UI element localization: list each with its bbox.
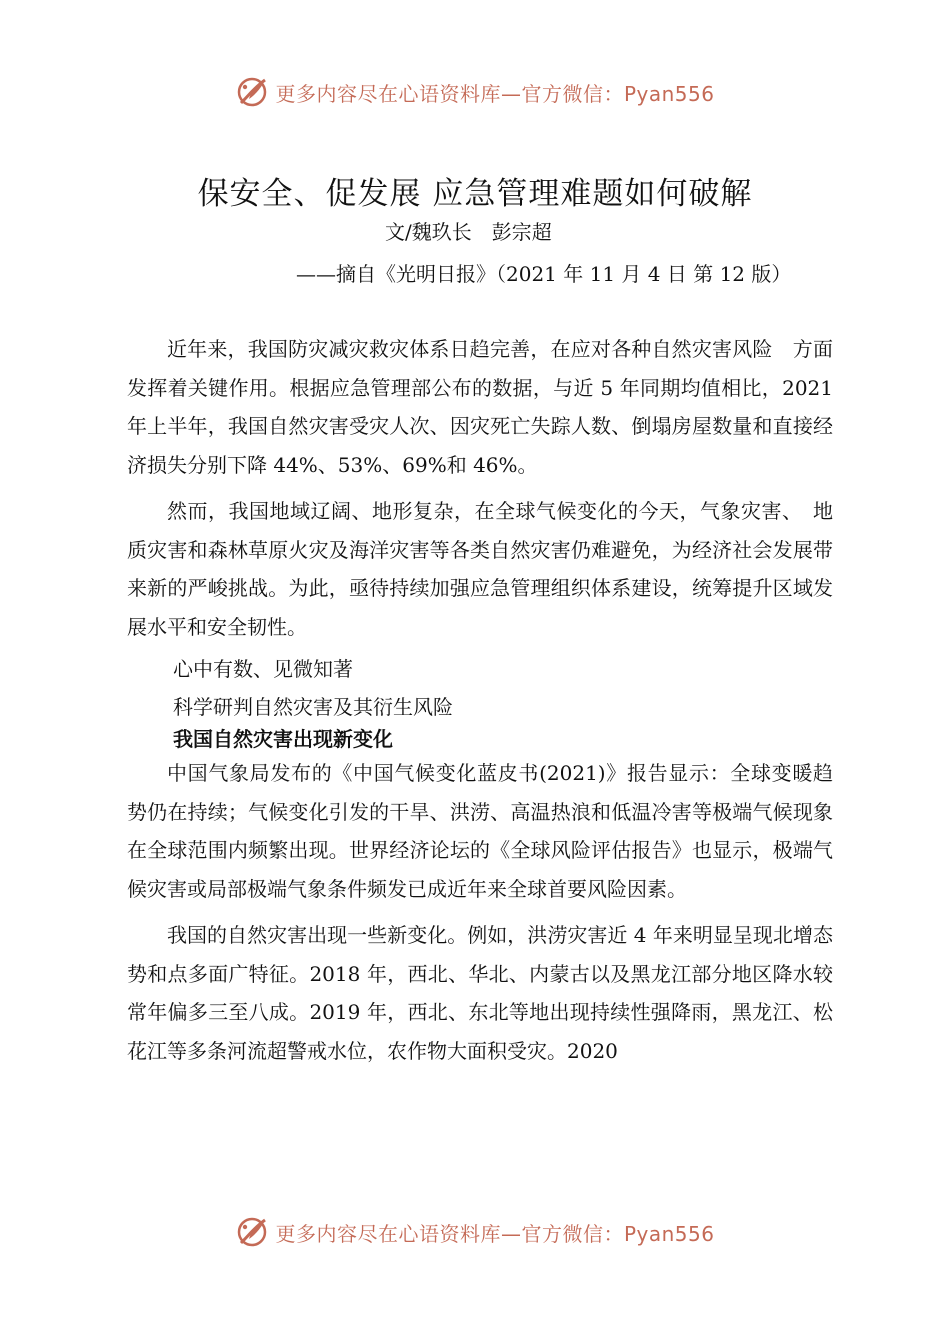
- footer-watermark: [0, 1212, 950, 1252]
- article-source: ——摘自《光明日报》（2021 年 11 月 4 日 第 12 版）: [296, 262, 792, 286]
- section-heading-2: 科学研判自然灾害及其衍生风险: [173, 695, 453, 719]
- paragraph-2: 然而，我国地域辽阔、地形复杂，在全球气候变化的今天，气象灾害、 地质灾害和森林草原火灾及海洋灾害等各类自然灾害仍难避免，为经济社会发展带来新的严峻挑战。为此，亟待持续加强应急管理组织体系建设，统筹提升区域发展水平和安全韧性。: [127, 499, 833, 639]
- section-heading-3: 我国自然灾害出现新变化: [173, 727, 393, 751]
- watermark-text: 更多内容尽在心语资料库—官方微信：Pyan556: [275, 81, 715, 106]
- leaf-pen-logo-icon: [235, 1215, 269, 1249]
- article-body: [127, 330, 833, 1070]
- paragraph-3: 中国气象局发布的《中国气候变化蓝皮书(2021)》报告显示：全球变暖趋势仍在持续；气候变化引发的干旱、洪涝、高温热浪和低温冷害等极端气候现象在全球范围内频繁出现。世界经济论坛的《全球风险评估报告》也显示，极端气候灾害或局部极端气象条件频发已成近年来全球首要风险因素。: [127, 761, 833, 901]
- article-author: 文/魏玖长 彭宗超: [385, 220, 552, 244]
- article-title: 保安全、促发展 应急管理难题如何破解: [197, 176, 753, 212]
- header-watermark: [0, 72, 950, 112]
- paragraph-4: 我国的自然灾害出现一些新变化。例如，洪涝灾害近 4 年来明显呈现北增态势和点多面广特征。2018 年，西北、华北、内蒙古以及黑龙江部分地区降水较常年偏多三至八成。2019 年，西北、东北等地出现持续性强降雨，黑龙江、松花江等多条河流超警戒水位，农作物大面积受灾。2020: [127, 923, 833, 1063]
- section-heading-1: 心中有数、见微知著: [173, 657, 353, 681]
- watermark-text: 更多内容尽在心语资料库—官方微信：Pyan556: [275, 1221, 715, 1246]
- paragraph-1: 近年来，我国防灾减灾救灾体系日趋完善，在应对各种自然灾害风险 方面发挥着关键作用。根据应急管理部公布的数据，与近 5 年同期均值相比，2021 年上半年，我国自然灾害受灾人次、因灾死亡失踪人数、倒塌房屋数量和直接经济损失分别下降 44%、53%、69%和 46%。: [127, 337, 833, 477]
- leaf-pen-logo-icon: [235, 75, 269, 109]
